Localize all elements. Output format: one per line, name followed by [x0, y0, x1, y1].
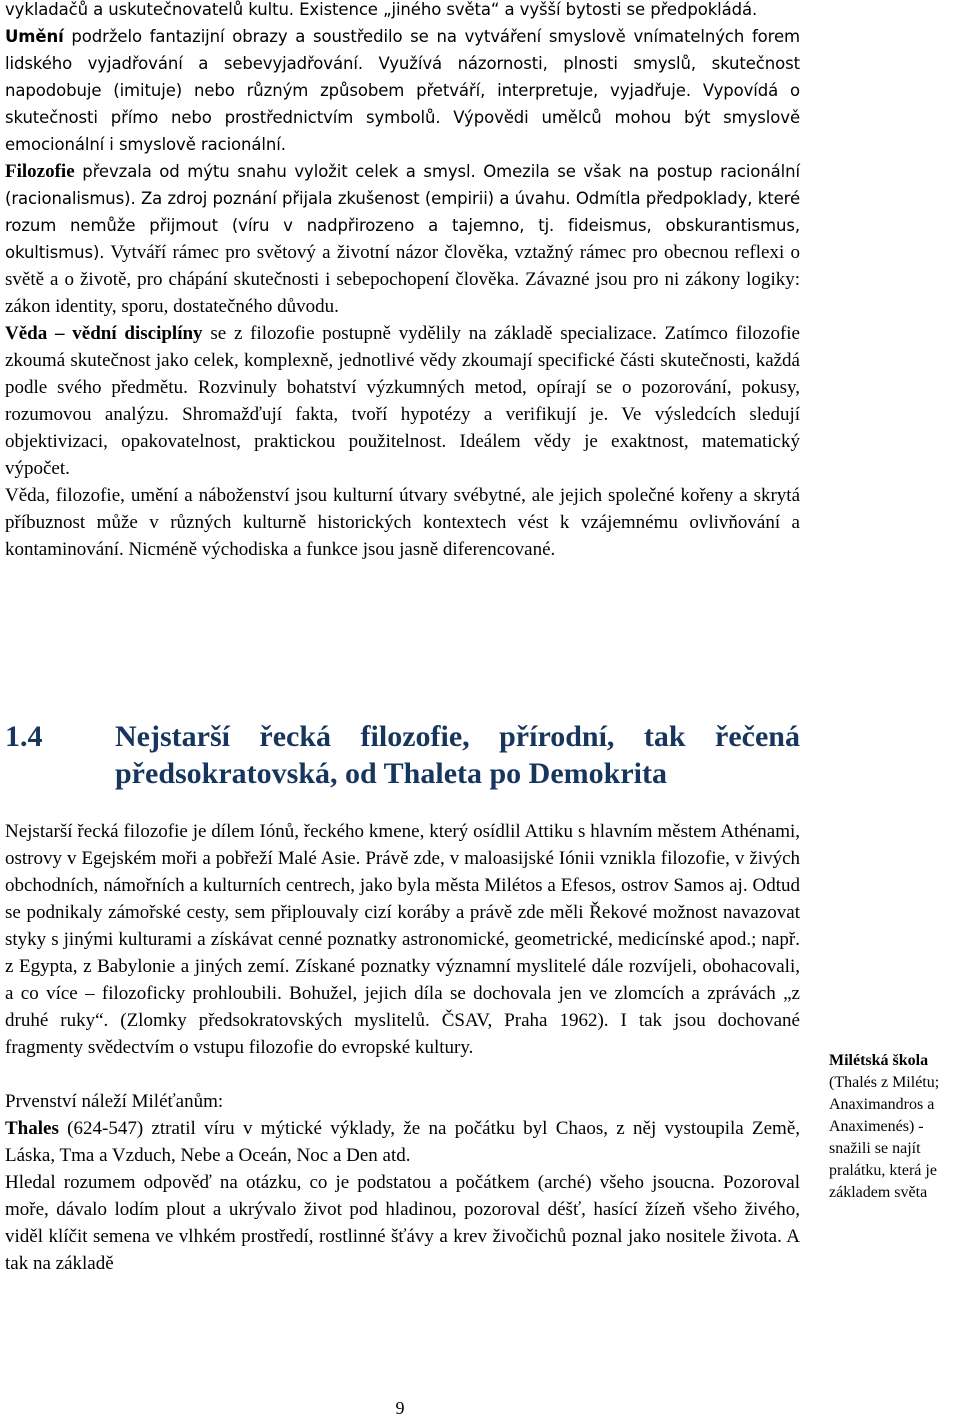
- paragraph-ionians: Nejstarší řecká filozofie je dílem Iónů, řeckého kmene, který osídlil Attiku s hlavním městem Athénami, ostrovy v Egejském moři a pobřeží Malé Asie. Právě zde, v maloasijské Iónii vznikla filozofie, v živých obchodních, námořních a kulturních centrech, jako byla města Milétos a Efesos, ostrov Samos aj. Odtud se podnikaly zámořské cesty, sem připlouvaly cizí koráby a právě zde měli Řekové možnost navazovat styky s jinými kulturami a získávat cenné poznatky astronomické, geometrické, medicínské apod.; např. z Egypta, z Babylonie a jiných zemí. Získané poznatky významní myslitelé dále rozvíjeli, obohacovali, a co více – filozoficky prohloubili. Bohužel, jejich díla se dochovala jen ve zlomcích a zprávách „z druhé ruky“. (Zlomky předsokratovských myslitelů. ČSAV, Praha 1962). I tak jsou dochované fragmenty svědectvím o vstupu filozofie do evropské kultury.: [5, 821, 800, 1058]
- margin-note: [829, 1050, 960, 1204]
- term-art: Umění: [5, 27, 64, 46]
- margin-note-text: (Thalés z Milétu; Anaximandros a Anaximenés) - snažili se najít pralátku, která je základem světa: [829, 1074, 940, 1201]
- paragraph-miletians-intro: Prvenství náleží Miléťanům:: [5, 1091, 224, 1112]
- paragraph-science: [5, 320, 800, 482]
- paragraph-philosophy: [5, 158, 800, 320]
- science-text: se z filozofie postupně vydělily na základě specializace. Zatímco filozofie zkoumá skutečnost jako celek, komplexně, jednotlivé vědy zkoumají specifické části skutečnosti, každá podle svého předmětu. Rozvinuly bohatství výzkumných metod, opírají se o pozorování, pokusy, rozumovou analýzu. Shromažďují fakta, tvoří hypotézy a verifikují je. Ve výsledcích sledují objektivizaci, opakovatelnost, praktickou použitelnost. Ideálem vědy je exaktnost, matematický výpočet.: [5, 323, 800, 479]
- thales-text: (624-547) ztratil víru v mýtické výklady, že na počátku byl Chaos, z něj vystoupila Země, Láska, Tma a Vzduch, Nebe a Oceán, Noc a Den atd.: [5, 1118, 800, 1166]
- page-number: 9: [395, 1398, 405, 1418]
- margin-note-title: Milétská škola: [829, 1052, 929, 1069]
- philosophy-text-b: Vytváří rámec pro světový a životní názor člověka, vztažný rámec pro obecnou reflexi o světě a o životě, pro chápání skutečnosti i sebepochopení člověka. Závazné jsou pro ni zákony logiky: zákon identity, sporu, dostatečného důvodu.: [5, 242, 800, 317]
- section-number: 1.4: [5, 720, 43, 753]
- paragraph-religion-end: vykladačů a uskutečnovatelů kultu. Existence „jiného světa“ a vyšší bytosti se předpokládá.: [5, 0, 758, 19]
- philosophy-text-a: převzala od mýtu snahu vyložit celek a smysl. Omezila se však na postup racionální (racionalismus). Za zdroj poznání přijala zkušenost (empirii) a úvahu. Odmítla předpoklady, které rozum nemůže přijmout (víru v nadpřirozeno a tajemno, tj. fideismus, obskurantismus, okultismus).: [5, 162, 800, 262]
- section-heading: [5, 718, 800, 792]
- paragraph-arche: Hledal rozumem odpověď na otázku, co je podstatou a počátkem (arché) všeho jsoucna. Pozoroval moře, dávalo lodím plout a ukrývalo život pod hladinou, pozoroval déšť, hasící žízeň všeho živého, viděl klíčit semena ve vlhkém prostředí, rostlinné šťávy a krev živočichů poznal jako nositele života. A tak na základě: [5, 1172, 800, 1274]
- body-text-section: [5, 818, 800, 1277]
- term-science: Věda – vědní disciplíny: [5, 323, 203, 344]
- body-text-top: [5, 0, 800, 563]
- term-thales: Thales: [5, 1118, 59, 1139]
- paragraph-relations: Věda, filozofie, umění a náboženství jsou kulturní útvary svébytné, ale jejich společné kořeny a skrytá příbuznost může v různých kulturně historických kontextech vést k vzájemnému ovlivňování a kontaminování. Nicméně východiska a funkce jsou jasně diferencované.: [5, 485, 800, 560]
- art-text: podrželo fantazijní obrazy a soustředilo se na vytváření smyslově vnímatelných forem lidského vyjadřování a sebevyjadřování. Využívá názornosti, plnosti smyslů, skutečnost napodobuje (imituje) nebo různým způsobem přetváří, interpretuje, vyjadřuje. Vypovídá o skutečnosti přímo nebo prostřednictvím symbolů. Výpovědi umělců mohou být smyslově emocionální i smyslově racionální.: [5, 27, 800, 154]
- term-philosophy: Filozofie: [5, 161, 75, 182]
- section-title: Nejstarší řecká filozofie, přírodní, tak řečená předsokratovská, od Thaleta po Demokrita: [115, 720, 800, 790]
- paragraph-thales: [5, 1115, 800, 1169]
- paragraph-art: [5, 23, 800, 158]
